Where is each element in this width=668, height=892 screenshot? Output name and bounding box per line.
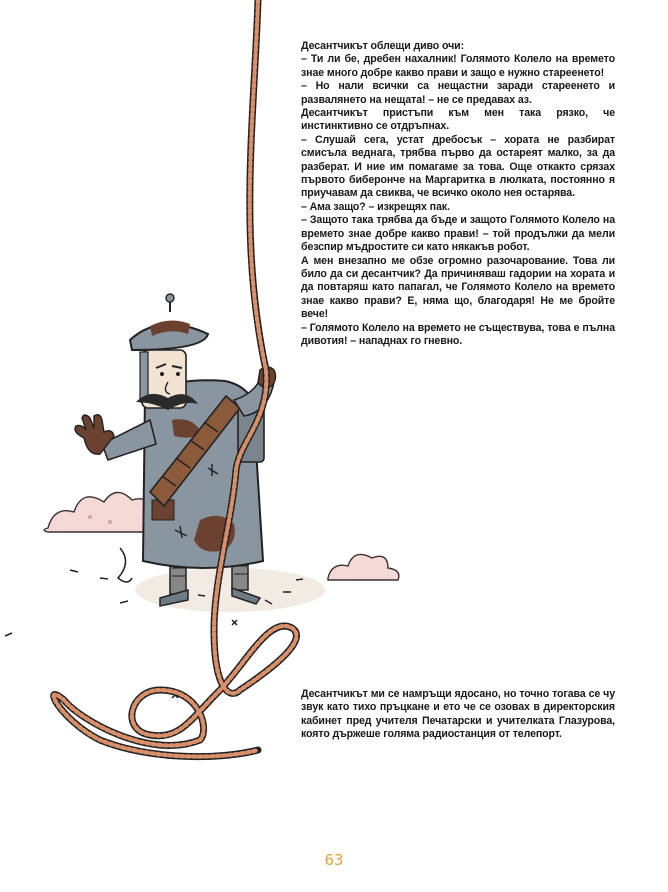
paragraph: А мен внезапно ме обзе огромно разочарование. Това ли било да си десантчик? Да причиняваш гадории на хората и да повтаряш като папагал, че Голямото Колело на времето знае какво прави? Е, няма що, благодаря! Не ме бройте вече!	[301, 254, 615, 321]
dust-cloud-left	[44, 492, 156, 532]
main-text-top	[301, 40, 615, 348]
main-text-bottom	[301, 688, 615, 742]
paragraph: – Но нали всички са нещастни заради стареенето и развалянето на нещата! – не се предавах аз.	[301, 80, 615, 106]
paragraph: Десантчикът облещи диво очи:	[301, 40, 464, 52]
paragraph: Десантчикът ми се намръщи ядосано, но точно тогава се чу звук като тихо пръцкане и ето че се озовах в директорския кабинет пред учителя Печатарски и учителката Глазурова, която държеше голяма радиостанция от телепорт.	[301, 688, 615, 741]
paragraph: – Голямото Колело на времето не съществува, това е пълна дивотия! – нападнах го гневно.	[301, 321, 615, 347]
dust-cloud-right	[328, 554, 399, 580]
paragraph: – Защото така трябва да бъде и защото Голямото Колело на времето знае добре какво прави! – той продължи да мели безспир мъдростите си като някакъв робот.	[301, 214, 615, 254]
paragraph: Десантчикът пристъпи към мен така рязко, че инстинктивно се отдръпнах.	[301, 107, 615, 133]
paragraph: – Ти ли бе, дребен нахалник! Голямото Колело на времето знае много добре какво прави и защо е нужно стареенето!	[301, 53, 615, 79]
page-number: 63	[324, 851, 344, 869]
paragraph: – Слушай сега, устат дребосък – хората не разбират смисъла веднага, трябва първо да остареят малко, за да разберат. И ние им помагаме за това. Още откакто срязах първото биберонче на Маргаритка в люлката, постоянно я приучавам да свиква, че всичко около нея остарява.	[301, 133, 615, 200]
paragraph: – Ама защо? – изкрещях пак.	[301, 200, 450, 213]
